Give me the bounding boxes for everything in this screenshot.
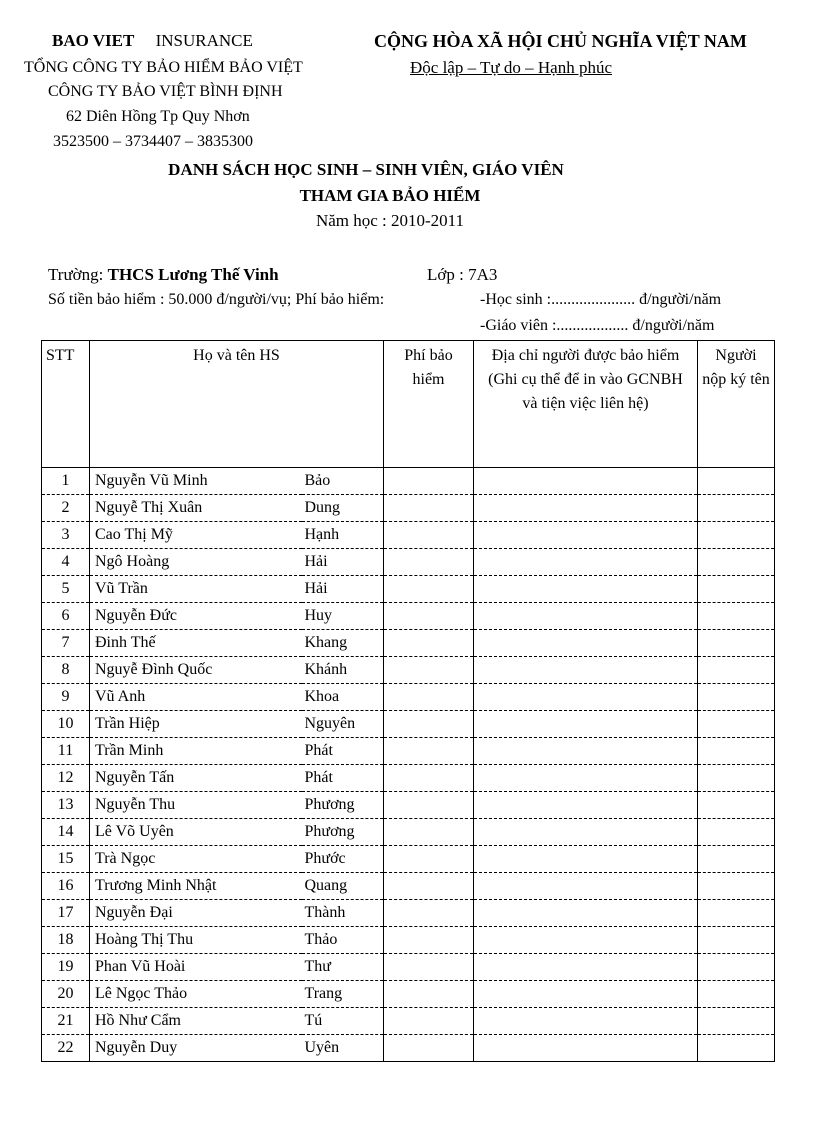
table-row — [42, 549, 775, 576]
company-suffix: INSURANCE — [155, 31, 253, 50]
school-name: THCS Lương Thế Vinh — [107, 265, 279, 284]
row-given-name: Quang — [302, 873, 384, 900]
table-row — [42, 522, 775, 549]
row-name: Nguyễn Đức — [90, 603, 302, 630]
row-given-name: Hải — [302, 549, 384, 576]
insured-amount: Số tiền bảo hiểm : 50.000 đ/người/vụ; Phí bảo hiểm: — [48, 291, 385, 308]
row-fee-cell — [384, 900, 474, 927]
table-row — [42, 1035, 775, 1062]
row-given-name: Phương — [302, 792, 384, 819]
row-name: Hồ Như Cẩm — [90, 1008, 302, 1035]
table-row — [42, 900, 775, 927]
school-year: Năm học : 2010-2011 — [315, 211, 465, 230]
row-address-cell — [474, 495, 698, 522]
student-insurance-table — [41, 340, 775, 1062]
class-value: 7A3 — [468, 265, 498, 284]
row-fee-cell — [384, 792, 474, 819]
row-fee-cell — [384, 1035, 474, 1062]
row-fee-cell — [384, 738, 474, 765]
row-sign-cell — [698, 630, 775, 657]
table-row — [42, 711, 775, 738]
table-row — [42, 846, 775, 873]
row-given-name: Huy — [302, 603, 384, 630]
row-sign-cell — [698, 819, 775, 846]
row-sign-cell — [698, 873, 775, 900]
row-sign-cell — [698, 684, 775, 711]
row-sign-cell — [698, 900, 775, 927]
row-given-name: Uyên — [302, 1035, 384, 1062]
school-label: Trường: — [48, 265, 104, 284]
teacher-fee: -Giáo viên :.................. đ/người/năm — [480, 317, 715, 334]
row-stt: 6 — [42, 603, 90, 630]
row-address-cell — [474, 819, 698, 846]
table-row — [42, 792, 775, 819]
row-fee-cell — [384, 468, 474, 495]
row-fee-cell — [384, 1008, 474, 1035]
row-fee-cell — [384, 765, 474, 792]
row-address-cell — [474, 468, 698, 495]
row-stt: 8 — [42, 657, 90, 684]
table-row — [42, 981, 775, 1008]
row-stt: 14 — [42, 819, 90, 846]
header-name: Họ và tên HS — [90, 341, 384, 468]
row-stt: 19 — [42, 954, 90, 981]
row-name: Cao Thị Mỹ — [90, 522, 302, 549]
header-stt: STT — [42, 341, 90, 468]
row-fee-cell — [384, 657, 474, 684]
row-name: Trương Minh Nhật — [90, 873, 302, 900]
row-given-name: Hạnh — [302, 522, 384, 549]
table-row — [42, 657, 775, 684]
table-row — [42, 1008, 775, 1035]
row-address-cell — [474, 738, 698, 765]
row-stt: 18 — [42, 927, 90, 954]
row-stt: 13 — [42, 792, 90, 819]
table-header-row — [42, 341, 775, 468]
row-stt: 4 — [42, 549, 90, 576]
row-given-name: Nguyên — [302, 711, 384, 738]
row-given-name: Dung — [302, 495, 384, 522]
row-stt: 7 — [42, 630, 90, 657]
company-name-line — [52, 31, 253, 51]
row-name: Nguyễ Đình Quốc — [90, 657, 302, 684]
row-given-name: Thành — [302, 900, 384, 927]
row-name: Nguyễn Đại — [90, 900, 302, 927]
row-stt: 5 — [42, 576, 90, 603]
row-stt: 12 — [42, 765, 90, 792]
row-fee-cell — [384, 927, 474, 954]
row-stt: 3 — [42, 522, 90, 549]
company-short: BAO VIET — [52, 31, 135, 50]
document-subtitle: THAM GIA BẢO HIỂM — [299, 186, 481, 205]
row-name: Lê Ngọc Thảo — [90, 981, 302, 1008]
row-sign-cell — [698, 549, 775, 576]
row-fee-cell — [384, 495, 474, 522]
row-stt: 11 — [42, 738, 90, 765]
table-row — [42, 819, 775, 846]
row-address-cell — [474, 684, 698, 711]
class-label: Lớp : — [427, 265, 464, 284]
row-sign-cell — [698, 657, 775, 684]
row-fee-cell — [384, 630, 474, 657]
table-row — [42, 495, 775, 522]
row-fee-cell — [384, 873, 474, 900]
branch-address: 62 Diên Hồng Tp Quy Nhơn — [66, 108, 250, 125]
header-sign: Người nộp ký tên — [698, 341, 775, 468]
row-sign-cell — [698, 981, 775, 1008]
row-stt: 21 — [42, 1008, 90, 1035]
row-sign-cell — [698, 603, 775, 630]
corp-name: TỔNG CÔNG TY BẢO HIỂM BẢO VIỆT — [24, 59, 303, 76]
nation-title: CỘNG HÒA XÃ HỘI CHỦ NGHĨA VIỆT NAM — [374, 31, 747, 51]
row-stt: 2 — [42, 495, 90, 522]
row-name: Trà Ngọc — [90, 846, 302, 873]
table-row — [42, 765, 775, 792]
row-address-cell — [474, 549, 698, 576]
row-address-cell — [474, 711, 698, 738]
table-row — [42, 954, 775, 981]
row-given-name: Thảo — [302, 927, 384, 954]
table-row — [42, 576, 775, 603]
row-sign-cell — [698, 522, 775, 549]
row-fee-cell — [384, 522, 474, 549]
row-given-name: Hải — [302, 576, 384, 603]
row-address-cell — [474, 954, 698, 981]
table-row — [42, 873, 775, 900]
row-sign-cell — [698, 711, 775, 738]
row-sign-cell — [698, 576, 775, 603]
row-sign-cell — [698, 765, 775, 792]
row-address-cell — [474, 927, 698, 954]
row-given-name: Thư — [302, 954, 384, 981]
row-name: Nguyễn Duy — [90, 1035, 302, 1062]
branch-phones: 3523500 – 3734407 – 3835300 — [53, 133, 253, 150]
table-row — [42, 468, 775, 495]
row-sign-cell — [698, 927, 775, 954]
row-given-name: Phát — [302, 738, 384, 765]
branch-name: CÔNG TY BẢO VIỆT BÌNH ĐỊNH — [48, 83, 283, 100]
row-stt: 15 — [42, 846, 90, 873]
row-stt: 1 — [42, 468, 90, 495]
row-name: Nguyễn Thu — [90, 792, 302, 819]
row-sign-cell — [698, 738, 775, 765]
row-fee-cell — [384, 711, 474, 738]
class-info — [427, 265, 497, 285]
row-name: Vũ Anh — [90, 684, 302, 711]
row-sign-cell — [698, 792, 775, 819]
row-address-cell — [474, 1035, 698, 1062]
row-address-cell — [474, 630, 698, 657]
row-stt: 22 — [42, 1035, 90, 1062]
row-fee-cell — [384, 576, 474, 603]
row-sign-cell — [698, 954, 775, 981]
header-fee: Phí bảo hiểm — [384, 341, 474, 468]
row-given-name: Phước — [302, 846, 384, 873]
row-stt: 20 — [42, 981, 90, 1008]
row-address-cell — [474, 792, 698, 819]
row-fee-cell — [384, 846, 474, 873]
row-name: Trần Minh — [90, 738, 302, 765]
row-fee-cell — [384, 684, 474, 711]
row-stt: 10 — [42, 711, 90, 738]
student-fee: -Học sinh :..................... đ/người/năm — [480, 291, 722, 308]
row-address-cell — [474, 981, 698, 1008]
row-name: Lê Võ Uyên — [90, 819, 302, 846]
nation-motto: Độc lập – Tự do – Hạnh phúc — [410, 58, 612, 77]
row-address-cell — [474, 900, 698, 927]
row-name: Hoàng Thị Thu — [90, 927, 302, 954]
row-given-name: Trang — [302, 981, 384, 1008]
school-info — [48, 265, 279, 285]
row-stt: 17 — [42, 900, 90, 927]
row-address-cell — [474, 522, 698, 549]
row-address-cell — [474, 765, 698, 792]
row-address-cell — [474, 873, 698, 900]
row-name: Nguyễ Thị Xuân — [90, 495, 302, 522]
row-stt: 9 — [42, 684, 90, 711]
row-address-cell — [474, 603, 698, 630]
header-address: Địa chỉ người được bảo hiểm (Ghi cụ thể để in vào GCNBH và tiện việc liên hệ) — [474, 341, 698, 468]
row-name: Trần Hiệp — [90, 711, 302, 738]
row-name: Nguyễn Tấn — [90, 765, 302, 792]
row-given-name: Phát — [302, 765, 384, 792]
row-name: Nguyễn Vũ Minh — [90, 468, 302, 495]
row-name: Vũ Trần — [90, 576, 302, 603]
row-given-name: Phương — [302, 819, 384, 846]
row-given-name: Khánh — [302, 657, 384, 684]
table-row — [42, 927, 775, 954]
row-name: Phan Vũ Hoài — [90, 954, 302, 981]
row-fee-cell — [384, 819, 474, 846]
document-title: DANH SÁCH HỌC SINH – SINH VIÊN, GIÁO VIÊN — [168, 160, 564, 179]
row-fee-cell — [384, 603, 474, 630]
row-address-cell — [474, 1008, 698, 1035]
row-fee-cell — [384, 549, 474, 576]
row-fee-cell — [384, 981, 474, 1008]
row-address-cell — [474, 576, 698, 603]
row-sign-cell — [698, 1035, 775, 1062]
table-row — [42, 603, 775, 630]
row-sign-cell — [698, 495, 775, 522]
row-given-name: Bảo — [302, 468, 384, 495]
row-name: Đinh Thế — [90, 630, 302, 657]
table-row — [42, 684, 775, 711]
row-sign-cell — [698, 846, 775, 873]
row-address-cell — [474, 657, 698, 684]
row-name: Ngô Hoàng — [90, 549, 302, 576]
row-given-name: Khang — [302, 630, 384, 657]
row-sign-cell — [698, 468, 775, 495]
row-given-name: Tú — [302, 1008, 384, 1035]
row-given-name: Khoa — [302, 684, 384, 711]
table-row — [42, 738, 775, 765]
row-address-cell — [474, 846, 698, 873]
row-fee-cell — [384, 954, 474, 981]
row-stt: 16 — [42, 873, 90, 900]
row-sign-cell — [698, 1008, 775, 1035]
table-row — [42, 630, 775, 657]
